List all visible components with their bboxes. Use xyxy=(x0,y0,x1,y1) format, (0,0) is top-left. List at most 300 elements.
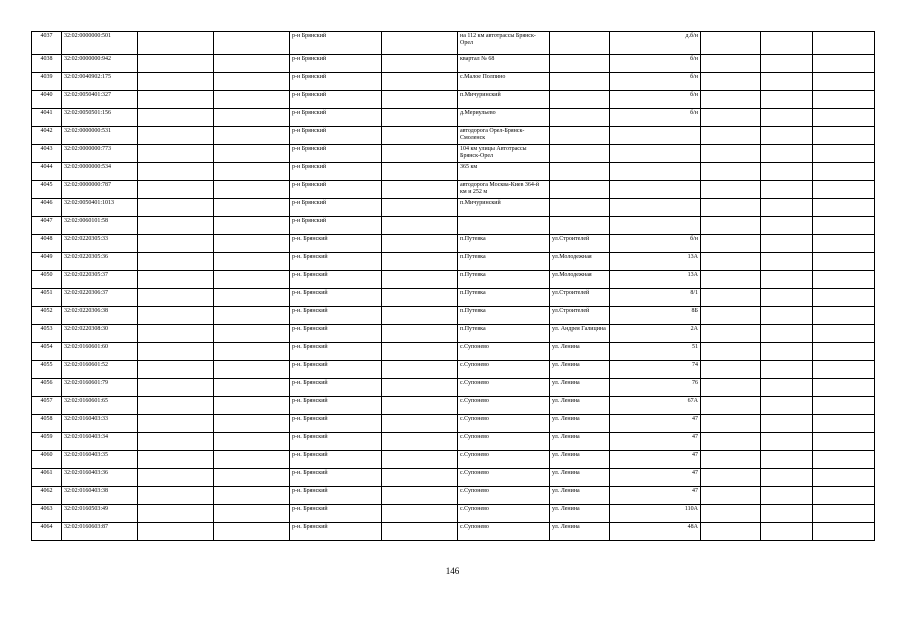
table-row xyxy=(32,127,875,145)
empty-cell xyxy=(138,109,214,127)
empty-cell xyxy=(138,343,214,361)
empty-cell xyxy=(138,32,214,55)
empty-cell xyxy=(813,235,875,253)
locality-cell: на 112 км автотрассы Брянск-Орел xyxy=(458,32,550,55)
empty-cell xyxy=(761,217,813,235)
row-number-cell: 4064 xyxy=(32,523,62,541)
table-row xyxy=(32,523,875,541)
empty-cell xyxy=(701,73,761,91)
house-number-cell: 13А xyxy=(610,271,701,289)
empty-cell xyxy=(382,163,458,181)
empty-cell xyxy=(701,361,761,379)
empty-cell xyxy=(382,181,458,199)
empty-cell xyxy=(382,523,458,541)
empty-cell xyxy=(701,523,761,541)
table-row xyxy=(32,325,875,343)
house-number-cell: 67А xyxy=(610,397,701,415)
empty-cell xyxy=(761,32,813,55)
cadastral-number-cell: 32:02:0220306:38 xyxy=(62,307,138,325)
empty-cell xyxy=(382,109,458,127)
empty-cell xyxy=(761,289,813,307)
locality-cell xyxy=(458,217,550,235)
registry-table xyxy=(31,31,875,541)
row-number-cell: 4058 xyxy=(32,415,62,433)
empty-cell xyxy=(138,199,214,217)
row-number-cell: 4059 xyxy=(32,433,62,451)
empty-cell xyxy=(701,307,761,325)
table-row xyxy=(32,379,875,397)
empty-cell xyxy=(701,181,761,199)
table-row xyxy=(32,55,875,73)
locality-cell: п.Путевка xyxy=(458,271,550,289)
house-number-cell xyxy=(610,217,701,235)
table-row xyxy=(32,271,875,289)
locality-cell: квартал № 68 xyxy=(458,55,550,73)
empty-cell xyxy=(382,451,458,469)
street-cell: ул. Ленина xyxy=(550,415,610,433)
locality-cell: с.Супонево xyxy=(458,379,550,397)
empty-cell xyxy=(214,487,290,505)
empty-cell xyxy=(813,127,875,145)
table-row xyxy=(32,397,875,415)
empty-cell xyxy=(138,253,214,271)
empty-cell xyxy=(701,109,761,127)
street-cell xyxy=(550,127,610,145)
empty-cell xyxy=(761,127,813,145)
empty-cell xyxy=(214,163,290,181)
district-cell: р-н Брянский xyxy=(290,109,382,127)
empty-cell xyxy=(761,469,813,487)
cadastral-number-cell: 32:02:0160403:33 xyxy=(62,415,138,433)
cadastral-number-cell: 32:02:0000000:534 xyxy=(62,163,138,181)
empty-cell xyxy=(761,181,813,199)
empty-cell xyxy=(214,181,290,199)
empty-cell xyxy=(214,379,290,397)
district-cell: р-н. Брянский xyxy=(290,361,382,379)
street-cell: ул. Ленина xyxy=(550,469,610,487)
table-row xyxy=(32,32,875,55)
locality-cell: п.Путевка xyxy=(458,289,550,307)
cadastral-number-cell: 32:02:0000000:501 xyxy=(62,32,138,55)
house-number-cell: 51 xyxy=(610,343,701,361)
empty-cell xyxy=(701,271,761,289)
empty-cell xyxy=(813,433,875,451)
table-row xyxy=(32,487,875,505)
house-number-cell: 47 xyxy=(610,451,701,469)
empty-cell xyxy=(761,325,813,343)
empty-cell xyxy=(761,253,813,271)
cadastral-number-cell: 32:02:0160601:79 xyxy=(62,379,138,397)
empty-cell xyxy=(813,55,875,73)
empty-cell xyxy=(813,271,875,289)
empty-cell xyxy=(214,307,290,325)
empty-cell xyxy=(138,361,214,379)
cadastral-number-cell: 32:02:0220308:30 xyxy=(62,325,138,343)
empty-cell xyxy=(701,91,761,109)
district-cell: р-н Брянский xyxy=(290,181,382,199)
table-row xyxy=(32,289,875,307)
empty-cell xyxy=(382,469,458,487)
row-number-cell: 4057 xyxy=(32,397,62,415)
empty-cell xyxy=(761,163,813,181)
locality-cell: п.Мичуринский xyxy=(458,91,550,109)
empty-cell xyxy=(701,145,761,163)
registry-table-body xyxy=(32,32,875,541)
cadastral-number-cell: 32:02:0060101:58 xyxy=(62,217,138,235)
empty-cell xyxy=(214,523,290,541)
row-number-cell: 4042 xyxy=(32,127,62,145)
district-cell: р-н. Брянский xyxy=(290,451,382,469)
house-number-cell: 48А xyxy=(610,523,701,541)
empty-cell xyxy=(701,32,761,55)
empty-cell xyxy=(382,487,458,505)
locality-cell: п.Путевка xyxy=(458,307,550,325)
house-number-cell: 2А xyxy=(610,325,701,343)
cadastral-number-cell: 32:02:0000000:942 xyxy=(62,55,138,73)
district-cell: р-н. Брянский xyxy=(290,271,382,289)
row-number-cell: 4045 xyxy=(32,181,62,199)
empty-cell xyxy=(138,127,214,145)
locality-cell: п.Мичуринский xyxy=(458,199,550,217)
street-cell xyxy=(550,109,610,127)
cadastral-number-cell: 32:02:0160601:52 xyxy=(62,361,138,379)
empty-cell xyxy=(761,199,813,217)
cadastral-number-cell: 32:02:0050401:1013 xyxy=(62,199,138,217)
empty-cell xyxy=(214,127,290,145)
district-cell: р-н. Брянский xyxy=(290,505,382,523)
empty-cell xyxy=(138,91,214,109)
district-cell: р-н. Брянский xyxy=(290,289,382,307)
empty-cell xyxy=(761,271,813,289)
table-row xyxy=(32,307,875,325)
empty-cell xyxy=(813,253,875,271)
empty-cell xyxy=(214,109,290,127)
row-number-cell: 4060 xyxy=(32,451,62,469)
street-cell xyxy=(550,32,610,55)
house-number-cell: б/н xyxy=(610,91,701,109)
street-cell xyxy=(550,91,610,109)
table-row xyxy=(32,415,875,433)
empty-cell xyxy=(761,109,813,127)
cadastral-number-cell: 32:02:0220305:33 xyxy=(62,235,138,253)
street-cell: ул. Ленина xyxy=(550,523,610,541)
district-cell: р-н. Брянский xyxy=(290,397,382,415)
empty-cell xyxy=(761,433,813,451)
empty-cell xyxy=(382,127,458,145)
empty-cell xyxy=(382,217,458,235)
street-cell: ул. Ленина xyxy=(550,505,610,523)
locality-cell: автодорога Орел-Брянск-Смоленск xyxy=(458,127,550,145)
empty-cell xyxy=(761,361,813,379)
empty-cell xyxy=(138,289,214,307)
row-number-cell: 4063 xyxy=(32,505,62,523)
district-cell: р-н. Брянский xyxy=(290,487,382,505)
district-cell: р-н. Брянский xyxy=(290,343,382,361)
row-number-cell: 4041 xyxy=(32,109,62,127)
empty-cell xyxy=(701,415,761,433)
locality-cell: п.Путевка xyxy=(458,235,550,253)
empty-cell xyxy=(761,379,813,397)
empty-cell xyxy=(813,325,875,343)
empty-cell xyxy=(701,55,761,73)
row-number-cell: 4054 xyxy=(32,343,62,361)
house-number-cell xyxy=(610,145,701,163)
empty-cell xyxy=(701,397,761,415)
empty-cell xyxy=(701,379,761,397)
empty-cell xyxy=(813,415,875,433)
empty-cell xyxy=(382,91,458,109)
house-number-cell: б/н xyxy=(610,55,701,73)
house-number-cell: 8Б xyxy=(610,307,701,325)
locality-cell: с.Супонево xyxy=(458,361,550,379)
street-cell xyxy=(550,55,610,73)
empty-cell xyxy=(813,379,875,397)
street-cell: ул.Строителей xyxy=(550,289,610,307)
table-row xyxy=(32,253,875,271)
empty-cell xyxy=(382,343,458,361)
cadastral-number-cell: 32:02:0000000:773 xyxy=(62,145,138,163)
row-number-cell: 4050 xyxy=(32,271,62,289)
table-row xyxy=(32,433,875,451)
empty-cell xyxy=(813,199,875,217)
house-number-cell: 47 xyxy=(610,487,701,505)
street-cell: ул.Молодежная xyxy=(550,271,610,289)
row-number-cell: 4052 xyxy=(32,307,62,325)
locality-cell: с.Супонево xyxy=(458,397,550,415)
row-number-cell: 4061 xyxy=(32,469,62,487)
house-number-cell: д.б/н xyxy=(610,32,701,55)
empty-cell xyxy=(138,397,214,415)
empty-cell xyxy=(382,379,458,397)
row-number-cell: 4051 xyxy=(32,289,62,307)
table-row xyxy=(32,451,875,469)
house-number-cell: 47 xyxy=(610,469,701,487)
empty-cell xyxy=(214,199,290,217)
empty-cell xyxy=(701,325,761,343)
table-row xyxy=(32,163,875,181)
district-cell: р-н Брянский xyxy=(290,127,382,145)
street-cell: ул. Ленина xyxy=(550,487,610,505)
empty-cell xyxy=(214,91,290,109)
locality-cell: 104 км улицы Автотрассы Брянск-Орел xyxy=(458,145,550,163)
empty-cell xyxy=(214,325,290,343)
table-row xyxy=(32,343,875,361)
empty-cell xyxy=(761,343,813,361)
empty-cell xyxy=(761,235,813,253)
house-number-cell: б/н xyxy=(610,109,701,127)
locality-cell: п.Путевка xyxy=(458,253,550,271)
cadastral-number-cell: 32:02:0160603:87 xyxy=(62,523,138,541)
empty-cell xyxy=(138,523,214,541)
street-cell: ул. Ленина xyxy=(550,397,610,415)
street-cell: ул. Ленина xyxy=(550,343,610,361)
empty-cell xyxy=(813,289,875,307)
empty-cell xyxy=(761,397,813,415)
district-cell: р-н Брянский xyxy=(290,145,382,163)
empty-cell xyxy=(813,32,875,55)
empty-cell xyxy=(214,469,290,487)
empty-cell xyxy=(382,253,458,271)
district-cell: р-н. Брянский xyxy=(290,523,382,541)
locality-cell: д.Мериульево xyxy=(458,109,550,127)
empty-cell xyxy=(382,145,458,163)
district-cell: р-н. Брянский xyxy=(290,325,382,343)
district-cell: р-н. Брянский xyxy=(290,469,382,487)
empty-cell xyxy=(813,181,875,199)
row-number-cell: 4037 xyxy=(32,32,62,55)
street-cell: ул.Строителей xyxy=(550,235,610,253)
house-number-cell xyxy=(610,199,701,217)
empty-cell xyxy=(214,271,290,289)
house-number-cell: 74 xyxy=(610,361,701,379)
empty-cell xyxy=(214,289,290,307)
empty-cell xyxy=(138,217,214,235)
locality-cell: 365 км xyxy=(458,163,550,181)
empty-cell xyxy=(701,505,761,523)
empty-cell xyxy=(214,32,290,55)
row-number-cell: 4046 xyxy=(32,199,62,217)
page-number: 146 xyxy=(445,566,460,576)
empty-cell xyxy=(138,379,214,397)
district-cell: р-н. Брянский xyxy=(290,253,382,271)
empty-cell xyxy=(214,145,290,163)
row-number-cell: 4062 xyxy=(32,487,62,505)
empty-cell xyxy=(701,289,761,307)
district-cell: р-н Брянский xyxy=(290,91,382,109)
empty-cell xyxy=(214,397,290,415)
street-cell: ул. Ленина xyxy=(550,451,610,469)
empty-cell xyxy=(138,505,214,523)
empty-cell xyxy=(701,253,761,271)
district-cell: р-н. Брянский xyxy=(290,433,382,451)
empty-cell xyxy=(813,73,875,91)
empty-cell xyxy=(214,415,290,433)
locality-cell: с.Супонево xyxy=(458,343,550,361)
street-cell: ул. Андрея Галицина xyxy=(550,325,610,343)
table-row xyxy=(32,181,875,199)
house-number-cell: 76 xyxy=(610,379,701,397)
house-number-cell: б/н xyxy=(610,73,701,91)
empty-cell xyxy=(214,361,290,379)
empty-cell xyxy=(382,397,458,415)
locality-cell: с.Супонево xyxy=(458,433,550,451)
table-row xyxy=(32,235,875,253)
district-cell: р-н Брянский xyxy=(290,73,382,91)
empty-cell xyxy=(138,181,214,199)
locality-cell: с.Супонево xyxy=(458,469,550,487)
street-cell: ул. Ленина xyxy=(550,361,610,379)
street-cell: ул.Строителей xyxy=(550,307,610,325)
empty-cell xyxy=(813,505,875,523)
empty-cell xyxy=(138,73,214,91)
empty-cell xyxy=(761,307,813,325)
district-cell: р-н Брянский xyxy=(290,163,382,181)
table-row xyxy=(32,361,875,379)
house-number-cell: 8/1 xyxy=(610,289,701,307)
table-row xyxy=(32,469,875,487)
empty-cell xyxy=(382,361,458,379)
row-number-cell: 4044 xyxy=(32,163,62,181)
empty-cell xyxy=(813,361,875,379)
cadastral-number-cell: 32:02:0050501:156 xyxy=(62,109,138,127)
district-cell: р-н Брянский xyxy=(290,217,382,235)
row-number-cell: 4038 xyxy=(32,55,62,73)
empty-cell xyxy=(138,55,214,73)
table-row xyxy=(32,505,875,523)
house-number-cell: б/н xyxy=(610,235,701,253)
empty-cell xyxy=(214,343,290,361)
row-number-cell: 4056 xyxy=(32,379,62,397)
empty-cell xyxy=(138,487,214,505)
empty-cell xyxy=(761,451,813,469)
row-number-cell: 4043 xyxy=(32,145,62,163)
row-number-cell: 4047 xyxy=(32,217,62,235)
empty-cell xyxy=(382,433,458,451)
empty-cell xyxy=(382,235,458,253)
house-number-cell: 110А xyxy=(610,505,701,523)
row-number-cell: 4039 xyxy=(32,73,62,91)
empty-cell xyxy=(813,523,875,541)
street-cell xyxy=(550,163,610,181)
row-number-cell: 4048 xyxy=(32,235,62,253)
empty-cell xyxy=(382,505,458,523)
locality-cell: с.Супонево xyxy=(458,523,550,541)
house-number-cell: 47 xyxy=(610,433,701,451)
empty-cell xyxy=(813,307,875,325)
house-number-cell: 13А xyxy=(610,253,701,271)
row-number-cell: 4055 xyxy=(32,361,62,379)
empty-cell xyxy=(382,55,458,73)
house-number-cell xyxy=(610,163,701,181)
district-cell: р-н Брянский xyxy=(290,199,382,217)
locality-cell: с.Супонево xyxy=(458,415,550,433)
empty-cell xyxy=(761,505,813,523)
street-cell xyxy=(550,199,610,217)
table-row xyxy=(32,73,875,91)
locality-cell: с.Супонево xyxy=(458,505,550,523)
locality-cell: автодорога Москва-Киев 364-й км и 252 м xyxy=(458,181,550,199)
empty-cell xyxy=(761,55,813,73)
empty-cell xyxy=(813,469,875,487)
empty-cell xyxy=(701,199,761,217)
cadastral-number-cell: 32:02:0000000:787 xyxy=(62,181,138,199)
locality-cell: с.Малое Полпино xyxy=(458,73,550,91)
empty-cell xyxy=(382,415,458,433)
row-number-cell: 4053 xyxy=(32,325,62,343)
empty-cell xyxy=(701,433,761,451)
empty-cell xyxy=(813,163,875,181)
empty-cell xyxy=(813,91,875,109)
cadastral-number-cell: 32:02:0220306:37 xyxy=(62,289,138,307)
cadastral-number-cell: 32:02:0160601:65 xyxy=(62,397,138,415)
cadastral-number-cell: 32:02:0160503:49 xyxy=(62,505,138,523)
cadastral-number-cell: 32:02:0040902:175 xyxy=(62,73,138,91)
street-cell xyxy=(550,73,610,91)
district-cell: р-н. Брянский xyxy=(290,235,382,253)
empty-cell xyxy=(138,145,214,163)
district-cell: р-н. Брянский xyxy=(290,307,382,325)
cadastral-number-cell: 32:02:0160601:60 xyxy=(62,343,138,361)
table-row xyxy=(32,109,875,127)
empty-cell xyxy=(813,487,875,505)
empty-cell xyxy=(761,91,813,109)
empty-cell xyxy=(382,307,458,325)
empty-cell xyxy=(214,253,290,271)
locality-cell: с.Супонево xyxy=(458,451,550,469)
empty-cell xyxy=(382,325,458,343)
empty-cell xyxy=(214,73,290,91)
district-cell: р-н Брянский xyxy=(290,32,382,55)
